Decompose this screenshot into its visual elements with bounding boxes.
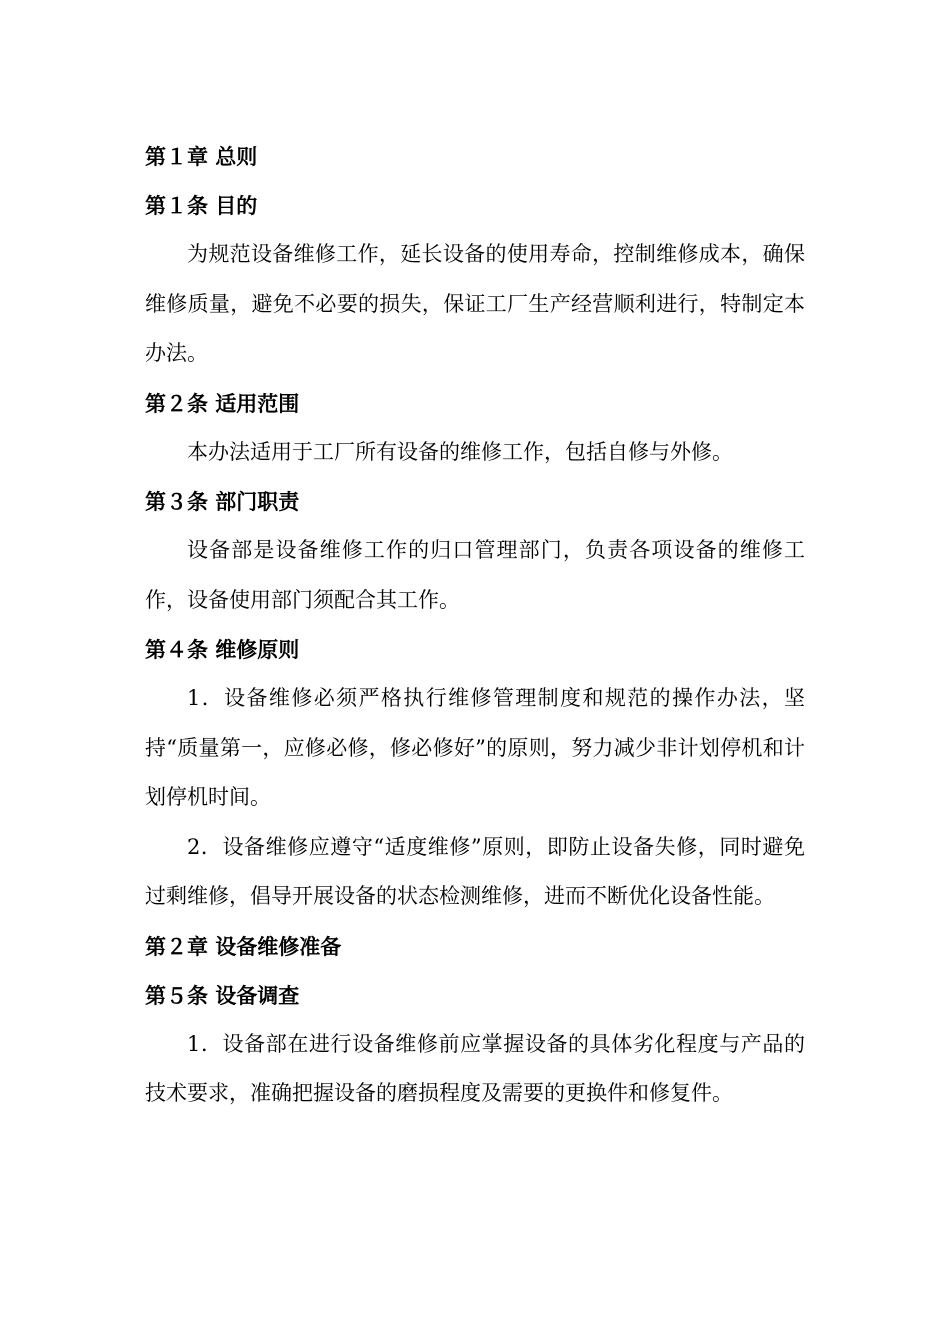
article-3-paragraph-1: 设备部是设备维修工作的归口管理部门，负责各项设备的维修工作，设备使用部门须配合其工作。 (145, 538, 805, 612)
article-2-heading: 第２条 适用范围 (145, 390, 300, 416)
article-1-heading: 第１条 目的 (145, 193, 258, 218)
article-5-paragraph-1: 1．设备部在进行设备维修前应掌握设备的具体劣化程度与产品的技术要求，准确把握设备的磨损程度及需要的更换件和修复件。 (145, 1031, 805, 1105)
article-4-paragraph-1: 1．设备维修必须严格执行维修管理制度和规范的操作办法，坚持“质量第一，应修必修，修必修好”的原则，努力减少非计划停机和计划停机时间。 (145, 686, 805, 809)
article-2-paragraph-1: 本办法适用于工厂所有设备的维修工作，包括自修与外修。 (187, 439, 733, 464)
chapter-2-heading: 第２章 设备维修准备 (145, 933, 342, 959)
document-body (145, 132, 805, 1119)
article-4-paragraph-2: 2．设备维修应遵守“适度维修”原则，即防止设备失修，同时避免过剩维修，倡导开展设备的状态检测维修，进而不断优化设备性能。 (145, 834, 805, 908)
chapter-1-heading: 第１章 总则 (145, 144, 258, 169)
article-4-heading: 第４条 维修原则 (145, 637, 300, 662)
article-5-heading: 第５条 设备调查 (145, 982, 300, 1008)
article-3-heading: 第３条 部门职责 (145, 489, 300, 514)
article-1-paragraph-1: 为规范设备维修工作，延长设备的使用寿命，控制维修成本，确保维修质量，避免不必要的损失，保证工厂生产经营顺利进行，特制定本办法。 (145, 242, 805, 365)
